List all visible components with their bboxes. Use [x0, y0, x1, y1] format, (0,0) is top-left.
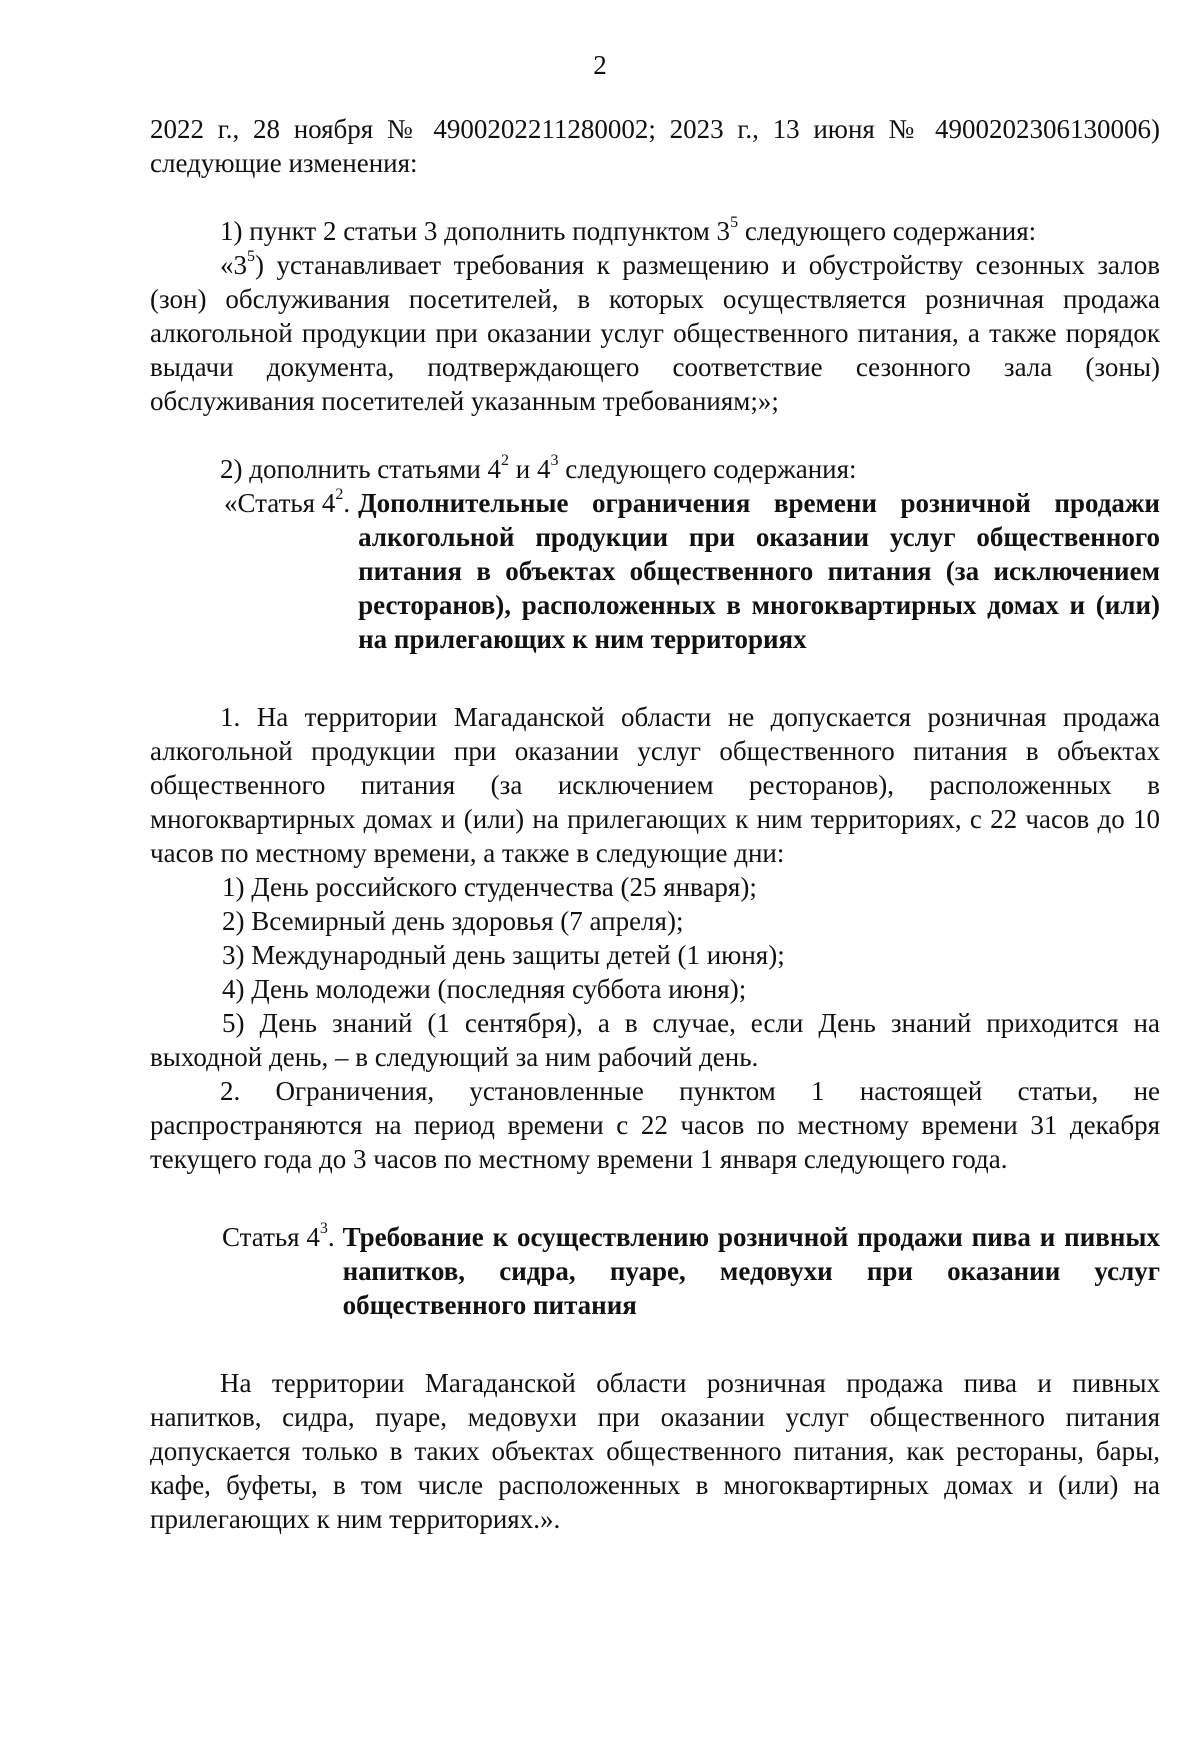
article-4-2-prefix-superscript: 2: [335, 486, 344, 503]
item-2-lead-superscript-2: 3: [550, 452, 559, 469]
item-1-quote-start: «3: [220, 250, 247, 280]
article-4-3-prefix-text: Статья 4: [222, 1222, 320, 1252]
item-1-lead-text: 1) пункт 2 статьи 3 дополнить подпунктом 3: [220, 216, 731, 246]
item-2-lead-text-2: и 4: [509, 454, 551, 484]
item-2-lead: [150, 452, 1160, 486]
article-4-2-title: Дополнительные ограничения времени розничной продажи алкогольной продукции при оказании услуг общественного питания в объектах общественного питания (за исключением ресторанов), расположенных в многоквартирных домах и (или) на прилегающих к ним территориях: [358, 488, 1160, 654]
article-4-3-prefix: [222, 1220, 335, 1254]
item-1-quote: [150, 248, 1160, 418]
list-item: 3) Международный день защиты детей (1 июня);: [222, 940, 785, 970]
article-4-2-heading: [150, 486, 1160, 656]
item-1-quote-superscript: 5: [247, 248, 255, 265]
item-2-lead-superscript-1: 2: [501, 452, 510, 469]
item-1-lead: [150, 214, 1160, 248]
item-1-lead-text-tail: следующего содержания:: [738, 216, 1037, 246]
article-4-2-prefix: [224, 486, 350, 520]
item-1-quote-text: ) устанавливает требования к размещению и обустройству сезонных залов (зон) обслуживания посетителей, в которых осуществляется розничная продажа алкогольной продукции при оказании услуг общественного питания, а также порядок выдачи документа, подтверждающего соответствие сезонного зала (зоны) обслуживания посетителей указанным требованиям;»;: [150, 250, 1160, 416]
article-4-2-paragraph-2: 2. Ограничения, установленные пунктом 1 настоящей статьи, не распространяются на период времени с 22 часов по местному времени 31 декабря текущего года до 3 часов по местному времени 1 января следующего года.: [150, 1076, 1160, 1174]
article-4-2-days-list: [150, 870, 1160, 1074]
article-4-3-prefix-superscript: 3: [319, 1220, 328, 1237]
article-4-3-paragraph-1: На территории Магаданской области розничная продажа пива и пивных напитков, сидра, пуаре, медовухи при оказании услуг общественного питания допускается только в таких объектах общественного питания, как рестораны, бары, кафе, буфеты, в том числе расположенных в многоквартирных домах и (или) на прилегающих к ним территориях.».: [150, 1368, 1160, 1534]
article-4-3-title: Требование к осуществлению розничной продажи пива и пивных напитков, сидра, пуаре, медовухи при оказании услуг общественного питания: [342, 1222, 1160, 1320]
article-4-2-prefix-dot: .: [343, 488, 351, 518]
list-item: 1) День российского студенчества (25 января);: [222, 872, 757, 902]
intro-paragraph: 2022 г., 28 ноября № 4900202211280002; 2023 г., 13 июня № 4900202306130006) следующие изменения:: [150, 114, 1160, 178]
list-item: 5) День знаний (1 сентября), а в случае, если День знаний приходится на выходной день, – в следующий за ним рабочий день.: [150, 1008, 1160, 1072]
article-4-2-prefix-text: «Статья 4: [224, 488, 336, 518]
item-2-lead-text-3: следующего содержания:: [558, 454, 857, 484]
list-item: 4) День молодежи (последняя суббота июня);: [222, 974, 747, 1004]
article-4-3-prefix-dot: .: [327, 1222, 335, 1252]
document-body: [150, 112, 1160, 1536]
item-2-lead-text-1: 2) дополнить статьями 4: [220, 454, 502, 484]
article-4-2-paragraph-1: 1. На территории Магаданской области не допускается розничная продажа алкогольной продукции при оказании услуг общественного питания в объектах общественного питания (за исключением ресторанов), расположенных в многоквартирных домах и (или) на прилегающих к ним территориях, с 22 часов до 10 часов по местному времени, а также в следующие дни:: [150, 702, 1160, 868]
item-1-lead-superscript: 5: [730, 214, 739, 231]
page-number: 2: [593, 50, 607, 80]
list-item: 2) Всемирный день здоровья (7 апреля);: [222, 906, 684, 936]
article-4-3-heading: [150, 1220, 1160, 1322]
